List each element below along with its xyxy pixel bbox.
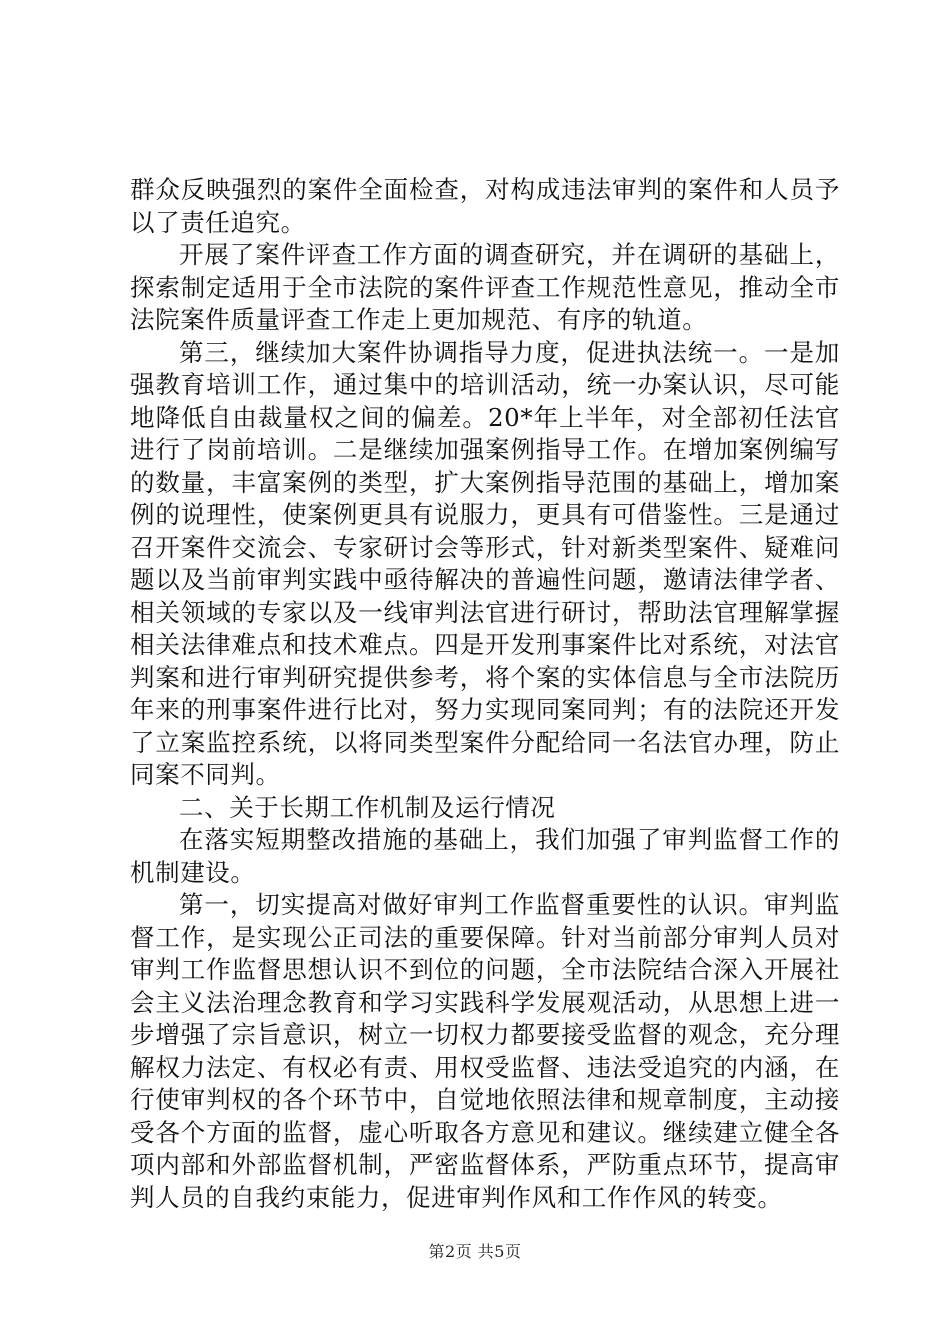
paragraph-first-supervision-awareness: 第一，切实提高对做好审判工作监督重要性的认识。审判监督工作，是实现公正司法的重要保障。针对当前部分审判人员对审判工作监督思想认识不到位的问题，全市法院结合深入开展社会主义法治理念教育和学习实践科学发展观活动，从思想上进一步增强了宗旨意识，树立一切权力都要接受监督的观念，充分理解权力法定、有权必有责、用权受监督、违法受追究的内涵，在行使审判权的各个环节中，自觉地依照法律和规章制度，主动接受各个方面的监督，虚心听取各方意见和建议。继续建立健全各项内部和外部监督机制，严密监督体系，严防重点环节，提高审判人员的自我约束能力，促进审判作风和工作作风的转变。 <box>130 890 840 1212</box>
paragraph-mechanism-intro: 在落实短期整改措施的基础上，我们加强了审判监督工作的机制建设。 <box>130 825 840 887</box>
paragraph-case-evaluation-research: 开展了案件评查工作方面的调查研究，并在调研的基础上，探索制定适用于全市法院的案件评查工作规范性意见，推动全市法院案件质量评查工作走上更加规范、有序的轨道。 <box>130 240 840 334</box>
paragraph-third-case-coordination: 第三，继续加大案件协调指导力度，促进执法统一。一是加强教育培训工作，通过集中的培训活动，统一办案认识，尽可能地降低自由裁量权之间的偏差。20*年上半年，对全部初任法官进行了岗前培训。二是继续加强案例指导工作。在增加案例编写的数量，丰富案例的类型，扩大案例指导范围的基础上，增加案例的说理性，使案例更具有说服力，更具有可借鉴性。三是通过召开案件交流会、专家研讨会等形式，针对新类型案件、疑难问题以及当前审判实践中亟待解决的普遍性问题，邀请法律学者、相关领域的专家以及一线审判法官进行研讨，帮助法官理解掌握相关法律难点和技术难点。四是开发刑事案件比对系统，对法官判案和进行审判研究提供参考，将个案的实体信息与全市法院历年来的刑事案件进行比对，努力实现同案同判；有的法院还开发了立案监控系统，以将同类型案件分配给同一名法官办理，防止同案不同判。 <box>130 337 840 789</box>
section-heading-long-term-mechanism: 二、关于长期工作机制及运行情况 <box>179 792 556 822</box>
page-footer-number: 第2页 共5页 <box>428 1242 522 1261</box>
paragraph-continuation: 群众反映强烈的案件全面检查，对构成违法审判的案件和人员予以了责任追究。 <box>130 175 840 237</box>
document-body <box>130 174 840 1214</box>
